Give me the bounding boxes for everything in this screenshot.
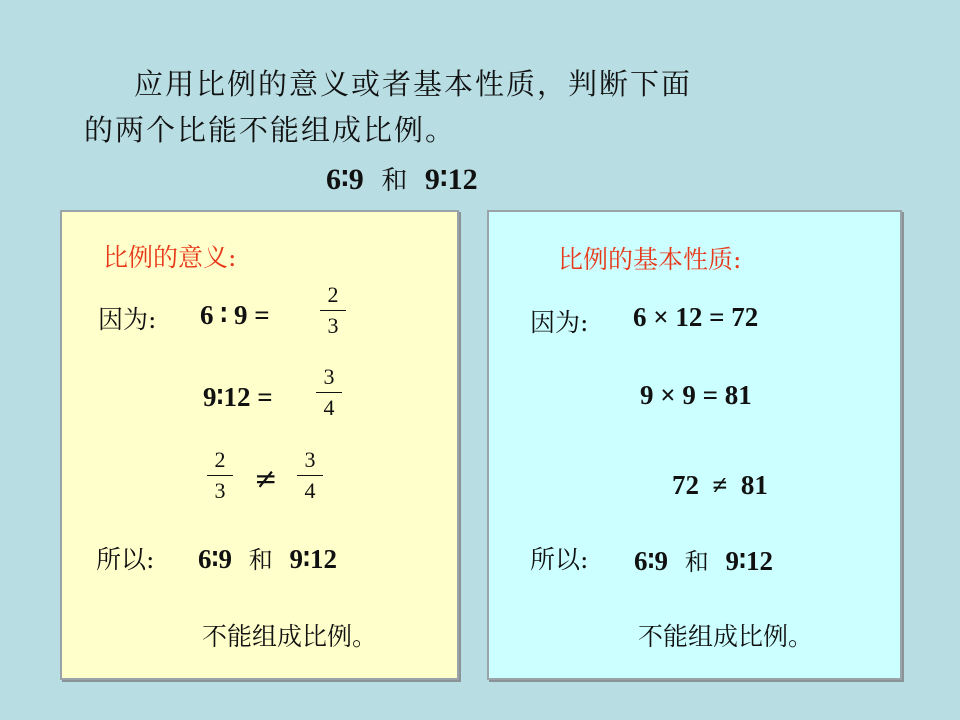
fraction-bar <box>320 310 346 311</box>
question-line-2: 的两个比能不能组成比例。 <box>84 113 457 147</box>
fraction-3-4 <box>316 364 342 421</box>
ratio-a: 6∶9 <box>326 163 364 196</box>
not-equal-sign: ≠ <box>254 462 278 495</box>
fraction-numerator: 2 <box>327 282 339 307</box>
so-ratio-a: 6∶9 <box>634 546 669 576</box>
ratio-b: 9∶12 <box>424 163 478 196</box>
so-expression <box>634 542 773 577</box>
ratio-equation-1 <box>200 300 270 331</box>
fraction-denominator: 4 <box>323 395 335 420</box>
because-label: 因为: <box>98 305 157 334</box>
so-connector: 和 <box>684 548 709 576</box>
fraction-bar <box>207 475 233 476</box>
question-expression <box>326 160 478 197</box>
meaning-heading: 比例的意义: <box>103 243 237 272</box>
product-equation-1: 6 × 12 = 72 <box>633 302 759 332</box>
ratio-2: 9∶12 = <box>203 382 273 412</box>
so-label: 所以: <box>530 545 589 574</box>
ratio-1: 6 ∶ 9 = <box>200 300 270 330</box>
conclusion-text: 不能组成比例。 <box>638 622 814 651</box>
fraction-2-3 <box>320 282 346 339</box>
connector: 和 <box>381 166 408 196</box>
meaning-panel <box>60 210 459 680</box>
so-expression <box>198 540 337 575</box>
compare-fraction-right <box>297 447 323 504</box>
fraction-bar <box>316 392 342 393</box>
fraction-denominator: 4 <box>304 478 316 503</box>
fraction-bar <box>297 475 323 476</box>
so-connector: 和 <box>248 546 273 574</box>
ratio-equation-2 <box>203 382 273 413</box>
fraction-numerator: 3 <box>304 447 316 472</box>
so-label: 所以: <box>96 545 155 574</box>
fraction-numerator: 3 <box>323 364 335 389</box>
because-label: 因为: <box>530 308 589 337</box>
so-ratio-b: 9∶12 <box>725 546 774 576</box>
so-ratio-a: 6∶9 <box>198 544 233 574</box>
fraction-numerator: 2 <box>214 447 226 472</box>
product-compare: 72 ≠ 81 <box>672 470 768 500</box>
fraction-denominator: 3 <box>327 313 339 338</box>
property-heading: 比例的基本性质: <box>558 245 742 274</box>
property-panel <box>487 210 902 680</box>
product-equation-2: 9 × 9 = 81 <box>640 380 752 410</box>
conclusion-text: 不能组成比例。 <box>202 622 378 651</box>
question-line-1: 应用比例的意义或者基本性质，判断下面 <box>134 67 693 101</box>
compare-fraction-left <box>207 447 233 504</box>
fraction-denominator: 3 <box>214 478 226 503</box>
so-ratio-b: 9∶12 <box>289 544 338 574</box>
